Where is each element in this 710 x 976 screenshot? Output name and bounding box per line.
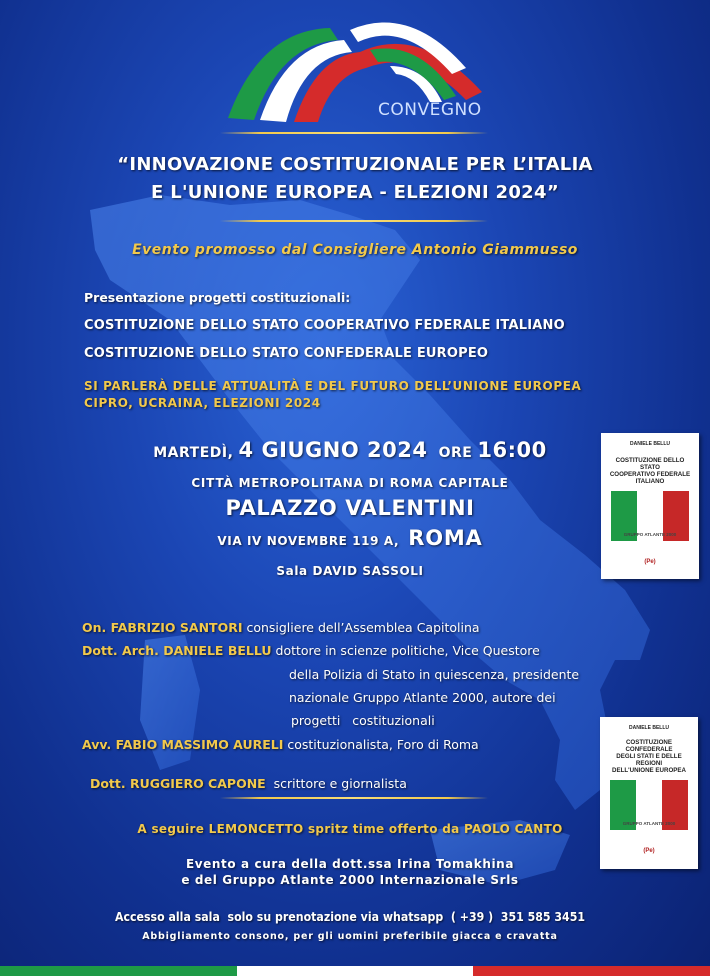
room: Sala DAVID SASSOLI	[276, 564, 424, 578]
event-day: MARTEDÌ,	[153, 445, 234, 461]
gold-divider-top	[220, 132, 488, 134]
bellu-role-cont3: progetti costituzionali	[291, 713, 435, 728]
address: VIA IV NOVEMBRE 119 A,	[217, 534, 400, 548]
organizer-line2: e del Gruppo Atlante 2000 Internazionale Srls	[181, 873, 519, 887]
bellu-role-cont1: della Polizia di Stato in quiescenza, presidente	[289, 667, 580, 682]
organizer-line1: Evento a cura della dott.ssa Irina Tomakhina	[185, 857, 515, 871]
book-group: GRUPPO ATLANTE 2000	[623, 532, 677, 537]
book-author: DANIELE BELLU	[629, 725, 669, 731]
topic-line2: CIPRO, UCRAINA, ELEZIONI 2024	[84, 396, 321, 410]
event-ore: ORE	[438, 445, 473, 461]
book-title: COSTITUZIONE DELLO STATO COOPERATIVO FEDERALE ITALIANO	[609, 457, 691, 485]
organization: CITTÀ METROPOLITANA DI ROMA CAPITALE	[191, 476, 509, 490]
convegno-label: CONVEGNO	[378, 100, 482, 120]
book-publisher: (Pe)	[643, 848, 655, 854]
book-publisher: (Pe)	[644, 559, 656, 565]
promoted-by: Evento promosso dal Consigliere Antonio Giammusso	[132, 242, 578, 258]
access-booking-info: Accesso alla sala solo su prenotazione via whatsapp ( +39 ) 351 585 3451	[114, 909, 586, 924]
event-date: 4 GIUGNO 2024	[238, 438, 428, 462]
event-title-line2: E L'UNIONE EUROPEA - ELEZIONI 2024”	[151, 182, 559, 203]
book-author: DANIELE BELLU	[630, 441, 670, 447]
lemoncetto-note: A seguire LEMONCETTO spritz time offerto da PAOLO CANTO	[137, 822, 563, 836]
venue: PALAZZO VALENTINI	[225, 496, 475, 520]
city: ROMA	[408, 526, 483, 550]
event-title-line1: “INNOVAZIONE COSTITUZIONALE PER L’ITALIA	[117, 154, 593, 175]
book-cover-italian	[601, 433, 699, 579]
event-date-line	[0, 438, 700, 462]
event-time: 16:00	[477, 438, 547, 462]
bottom-tricolor-band	[0, 966, 710, 976]
bellu-role-cont2: nazionale Gruppo Atlante 2000, autore dei	[289, 690, 556, 705]
speaker-capone: Dott. RUGGIERO CAPONE scrittore e giornalista	[89, 776, 407, 791]
speaker-santori: On. FABRIZIO SANTORI consigliere dell’Assemblea Capitolina	[82, 620, 480, 635]
address-line	[0, 526, 700, 550]
presentation-heading: Presentazione progetti costituzionali:	[84, 290, 351, 305]
dress-code: Abbigliamento consono, per gli uomini preferibile giacca e cravatta	[142, 931, 558, 942]
book-group: GRUPPO ATLANTE 2000	[622, 821, 676, 826]
gold-divider-bottom	[220, 797, 488, 799]
gold-divider-title	[220, 220, 488, 222]
speaker-aureli: Avv. FABIO MASSIMO AURELI costituzionalista, Foro di Roma	[82, 737, 479, 752]
topic-line1: SI PARLERÀ DELLE ATTUALITÀ E DEL FUTURO DELL’UNIONE EUROPEA	[84, 379, 582, 393]
book-flag	[611, 491, 689, 541]
project-european-constitution: COSTITUZIONE DELLO STATO CONFEDERALE EUROPEO	[84, 346, 489, 361]
book-cover-european	[600, 717, 698, 869]
project-italian-constitution: COSTITUZIONE DELLO STATO COOPERATIVO FEDERALE ITALIANO	[84, 318, 565, 333]
speaker-bellu: Dott. Arch. DANIELE BELLU dottore in scienze politiche, Vice Questore	[82, 643, 540, 658]
book-title: COSTITUZIONE CONFEDERALE DEGLI STATI E DELLE REGIONI DELL'UNIONE EUROPEA	[611, 739, 686, 774]
